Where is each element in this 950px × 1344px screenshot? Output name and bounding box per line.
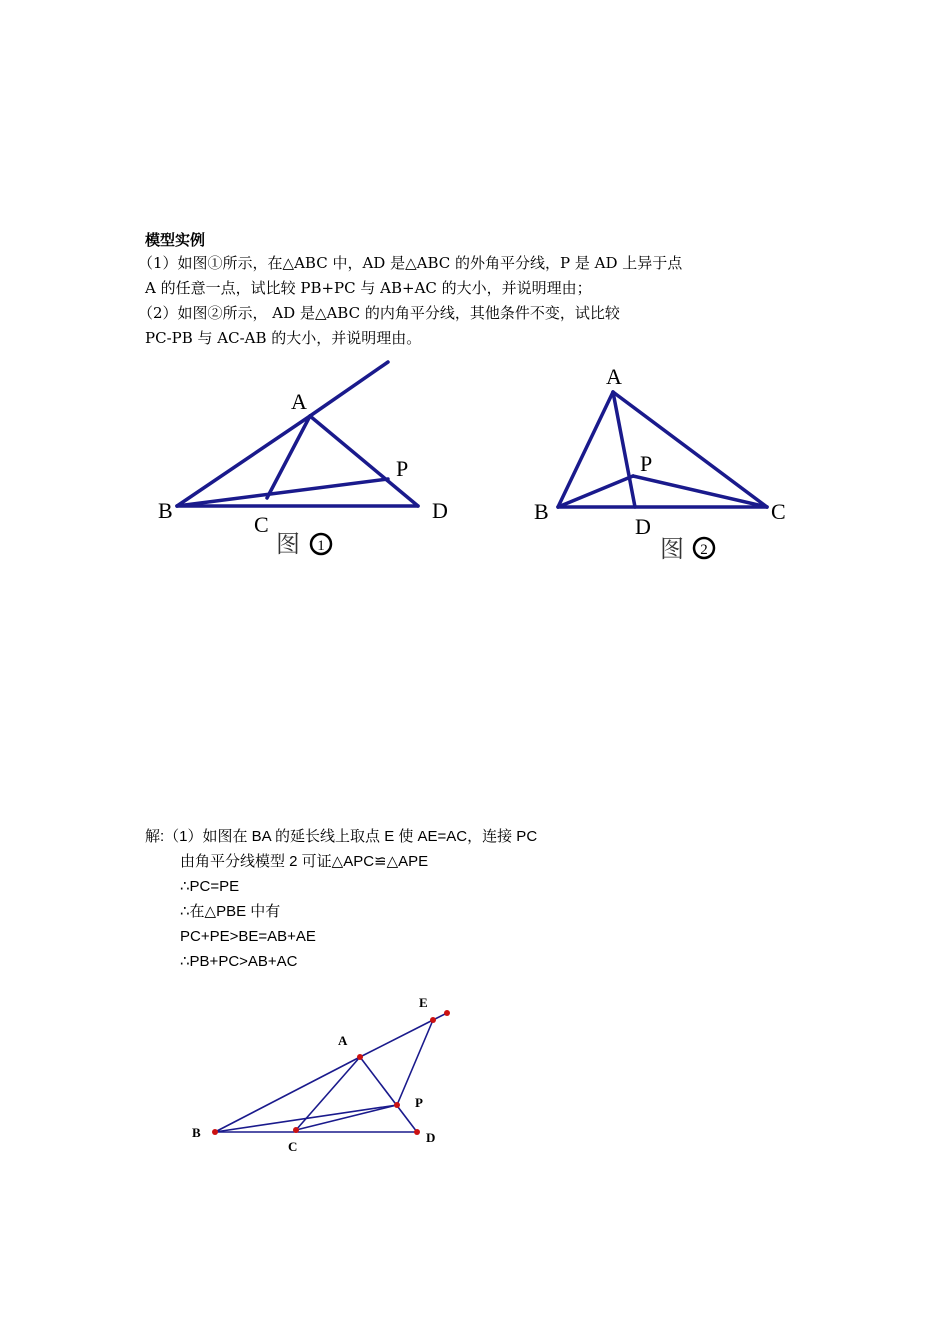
figure-1	[150, 355, 470, 570]
solution-line-1: 解:（1）如图在 BA 的延长线上取点 E 使 AE=AC，连接 PC	[145, 828, 538, 845]
fig3-point-c	[293, 1127, 299, 1133]
fig1-caption: 图	[276, 532, 300, 558]
fig3-point-e	[430, 1017, 436, 1023]
fig3-label-a: A	[338, 1033, 348, 1048]
fig1-label-c: C	[254, 512, 269, 537]
problem-line-4: PC-PB 与 AC-AB 的大小，并说明理由。	[145, 329, 422, 347]
fig1-ray-a	[310, 362, 388, 416]
fig1-segment-ac	[267, 416, 310, 498]
fig3-point-a	[357, 1054, 363, 1060]
problem-line-2: A 的任意一点，试比较 PB+PC 与 AB+AC 的大小，并说明理由；	[145, 279, 592, 297]
section-heading: 模型实例	[145, 231, 206, 249]
figure-3	[180, 985, 470, 1160]
figure-2	[525, 360, 800, 570]
solution-line-5: PC+PE>BE=AB+AE	[180, 928, 316, 945]
fig3-point-p	[394, 1102, 400, 1108]
fig1-label-p: P	[396, 456, 409, 481]
fig3-label-e: E	[419, 995, 428, 1010]
fig2-caption-number: 2	[700, 542, 708, 558]
problem-line-3: （2）如图②所示， AD 是△ABC 的内角平分线，其他条件不变，试比较	[138, 304, 620, 322]
fig3-label-p: P	[415, 1095, 423, 1110]
fig1-label-b: B	[158, 498, 173, 523]
fig3-segment-ad	[360, 1057, 417, 1132]
fig3-label-c: C	[288, 1139, 298, 1154]
fig2-label-d: D	[635, 514, 651, 539]
fig2-label-p: P	[640, 451, 653, 476]
fig3-point-b	[212, 1129, 218, 1135]
fig3-point-d	[414, 1129, 420, 1135]
fig3-label-b: B	[192, 1125, 201, 1140]
fig2-caption: 图	[660, 537, 684, 563]
solution-line-6: ∴PB+PC>AB+AC	[180, 953, 298, 970]
fig1-label-a: A	[291, 389, 307, 414]
fig3-point-ray-end	[444, 1010, 450, 1016]
problem-line-1: （1）如图①所示，在△ABC 中，AD 是△ABC 的外角平分线，P 是 AD 上异于点	[138, 254, 683, 272]
fig1-label-d: D	[432, 498, 448, 523]
fig2-label-b: B	[534, 499, 549, 524]
fig3-segment-pe	[397, 1020, 433, 1105]
fig2-segment-ad	[613, 392, 635, 507]
fig2-segment-ab	[558, 392, 613, 507]
solution-line-3: ∴PC=PE	[180, 878, 240, 895]
solution-line-4: ∴在△PBE 中有	[180, 903, 281, 920]
solution-line-2: 由角平分线模型 2 可证△APC≌△APE	[180, 853, 429, 870]
fig2-label-a: A	[606, 364, 622, 389]
fig3-segment-ae	[360, 1020, 433, 1057]
fig2-label-c: C	[771, 499, 786, 524]
fig3-label-d: D	[426, 1130, 436, 1145]
fig1-caption-number: 1	[317, 538, 325, 554]
